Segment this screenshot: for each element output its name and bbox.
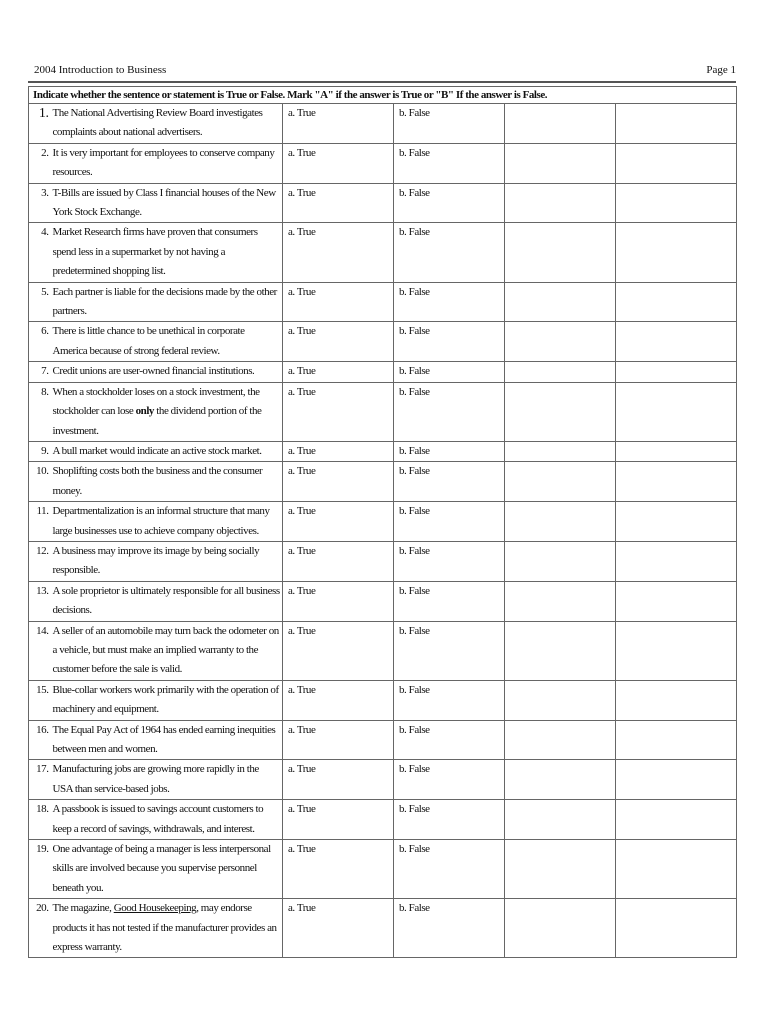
- empty-cell: [505, 223, 616, 282]
- answer-option-true[interactable]: a. True: [283, 899, 394, 958]
- empty-cell: [616, 282, 737, 322]
- question-row: [29, 441, 737, 461]
- instructions-row: [29, 87, 737, 104]
- answer-option-true[interactable]: a. True: [283, 541, 394, 581]
- answer-option-false[interactable]: b. False: [394, 899, 505, 958]
- question-text-part: T-Bills are issued by Class I financial houses of the New York Stock Exchange.: [52, 186, 276, 219]
- answer-option-false[interactable]: b. False: [394, 223, 505, 282]
- question-text: [53, 104, 283, 144]
- question-text-part: the dividend portion of the investment.: [52, 405, 262, 437]
- question-row: [29, 322, 737, 362]
- question-number: 9.: [29, 441, 53, 461]
- question-text: [53, 502, 283, 542]
- answer-option-true[interactable]: a. True: [283, 840, 394, 899]
- empty-cell: [616, 541, 737, 581]
- answer-option-false[interactable]: b. False: [394, 362, 505, 382]
- empty-cell: [505, 382, 616, 441]
- question-number: 1.: [29, 104, 53, 144]
- empty-cell: [616, 899, 737, 958]
- question-text: [53, 581, 283, 621]
- question-text-part: Each partner is liable for the decisions made by the other partners.: [52, 285, 277, 318]
- empty-cell: [616, 680, 737, 720]
- question-row: [29, 143, 737, 183]
- empty-cell: [616, 581, 737, 621]
- answer-option-false[interactable]: b. False: [394, 282, 505, 322]
- course-title: 2004 Introduction to Business: [34, 64, 167, 76]
- question-text-part: A seller of an automobile may turn back the odometer on a vehicle, but must make an implied warranty to the customer before the sale is valid.: [52, 624, 279, 676]
- question-text-part: Departmentalization is an informal structure that many large businesses use to achieve company objectives.: [52, 505, 270, 537]
- header-rule: [28, 81, 736, 83]
- answer-option-true[interactable]: a. True: [283, 680, 394, 720]
- question-number: 14.: [29, 621, 53, 680]
- empty-cell: [616, 382, 737, 441]
- answer-option-false[interactable]: b. False: [394, 621, 505, 680]
- underlined-title: Good Housekeeping: [113, 902, 197, 915]
- question-row: [29, 720, 737, 760]
- empty-cell: [616, 840, 737, 899]
- question-number: 3.: [29, 183, 53, 223]
- question-number: 18.: [29, 800, 53, 840]
- question-text: [53, 362, 283, 382]
- question-number: 4.: [29, 223, 53, 282]
- empty-cell: [505, 104, 616, 144]
- answer-option-false[interactable]: b. False: [394, 840, 505, 899]
- answer-option-false[interactable]: b. False: [394, 800, 505, 840]
- empty-cell: [505, 720, 616, 760]
- page-number: Page 1: [706, 64, 736, 76]
- page-header: [32, 64, 736, 80]
- question-number: 7.: [29, 362, 53, 382]
- answer-option-true[interactable]: a. True: [283, 362, 394, 382]
- answer-option-false[interactable]: b. False: [394, 183, 505, 223]
- question-text-part: Blue-collar workers work primarily with the operation of machinery and equipment.: [52, 683, 279, 716]
- question-text-part: Credit unions are user-owned financial institutions.: [52, 365, 255, 378]
- answer-option-false[interactable]: b. False: [394, 441, 505, 461]
- question-text-part: The Equal Pay Act of 1964 has ended earning inequities between men and women.: [52, 723, 276, 755]
- answer-option-false[interactable]: b. False: [394, 541, 505, 581]
- question-number: 20.: [29, 899, 53, 958]
- answer-option-false[interactable]: b. False: [394, 581, 505, 621]
- answer-option-false[interactable]: b. False: [394, 462, 505, 502]
- question-number: 19.: [29, 840, 53, 899]
- empty-cell: [505, 621, 616, 680]
- empty-cell: [505, 840, 616, 899]
- empty-cell: [616, 502, 737, 542]
- question-row: [29, 462, 737, 502]
- empty-cell: [616, 104, 737, 144]
- question-text: [53, 462, 283, 502]
- empty-cell: [505, 441, 616, 461]
- answer-option-true[interactable]: a. True: [283, 462, 394, 502]
- question-text: [53, 441, 283, 461]
- empty-cell: [505, 143, 616, 183]
- instructions-text: Indicate whether the sentence or statement is True or False. Mark "A" if the answer is True or "B" If the answer is False.: [29, 87, 737, 104]
- empty-cell: [505, 581, 616, 621]
- empty-cell: [505, 282, 616, 322]
- question-row: [29, 362, 737, 382]
- question-number: 17.: [29, 760, 53, 800]
- answer-option-false[interactable]: b. False: [394, 760, 505, 800]
- empty-cell: [616, 760, 737, 800]
- question-text-part: A business may improve its image by being socially responsible.: [52, 544, 260, 577]
- question-row: [29, 680, 737, 720]
- question-number: 12.: [29, 541, 53, 581]
- answer-option-true[interactable]: a. True: [283, 441, 394, 461]
- empty-cell: [505, 362, 616, 382]
- question-text: [53, 223, 283, 282]
- empty-cell: [505, 800, 616, 840]
- answer-option-true[interactable]: a. True: [283, 322, 394, 362]
- question-text: [53, 282, 283, 322]
- empty-cell: [616, 322, 737, 362]
- question-text: [53, 800, 283, 840]
- answer-option-true[interactable]: a. True: [283, 720, 394, 760]
- empty-cell: [505, 462, 616, 502]
- question-text-part: Market Research firms have proven that consumers spend less in a supermarket by not having a predetermined shopping list.: [52, 226, 258, 278]
- answer-option-true[interactable]: a. True: [283, 282, 394, 322]
- question-text-part: One advantage of being a manager is less interpersonal skills are involved because you supervise personnel beneath you.: [52, 843, 271, 894]
- question-row: [29, 840, 737, 899]
- question-text-part: The National Advertising Review Board investigates complaints about national advertisers.: [52, 107, 263, 139]
- question-row: [29, 502, 737, 542]
- question-number: 10.: [29, 462, 53, 502]
- answer-option-true[interactable]: a. True: [283, 143, 394, 183]
- question-row: [29, 800, 737, 840]
- question-row: [29, 223, 737, 282]
- answer-option-false[interactable]: b. False: [394, 680, 505, 720]
- answer-option-true[interactable]: a. True: [283, 760, 394, 800]
- empty-cell: [616, 183, 737, 223]
- question-text: [53, 382, 283, 441]
- question-row: [29, 581, 737, 621]
- question-text: [53, 680, 283, 720]
- question-row: [29, 183, 737, 223]
- empty-cell: [505, 760, 616, 800]
- question-text-part: It is very important for employees to conserve company resources.: [52, 146, 275, 179]
- question-text: [53, 541, 283, 581]
- question-text-part: A sole proprietor is ultimately responsible for all business decisions.: [52, 584, 280, 617]
- question-number: 8.: [29, 382, 53, 441]
- question-row: [29, 282, 737, 322]
- quiz-table: [28, 86, 737, 958]
- answer-option-false[interactable]: b. False: [394, 720, 505, 760]
- answer-option-false[interactable]: b. False: [394, 143, 505, 183]
- question-number: 5.: [29, 282, 53, 322]
- question-text-part: When a stockholder loses on a stock investment, the stockholder can lose: [52, 385, 260, 418]
- answer-option-false[interactable]: b. False: [394, 502, 505, 542]
- question-number: 2.: [29, 143, 53, 183]
- question-text: [53, 322, 283, 362]
- answer-option-true[interactable]: a. True: [283, 502, 394, 542]
- answer-option-true[interactable]: a. True: [283, 223, 394, 282]
- answer-option-true[interactable]: a. True: [283, 382, 394, 441]
- answer-option-false[interactable]: b. False: [394, 322, 505, 362]
- question-text: [53, 183, 283, 223]
- empty-cell: [505, 680, 616, 720]
- question-row: [29, 899, 737, 958]
- empty-cell: [616, 621, 737, 680]
- question-text: [53, 621, 283, 680]
- empty-cell: [505, 183, 616, 223]
- question-row: [29, 621, 737, 680]
- empty-cell: [616, 720, 737, 760]
- answer-option-true[interactable]: a. True: [283, 621, 394, 680]
- emphasis-text: only: [135, 405, 154, 418]
- question-row: [29, 382, 737, 441]
- question-text-part: A passbook is issued to savings account customers to keep a record of savings, withdrawals, and interest.: [52, 803, 264, 835]
- question-number: 6.: [29, 322, 53, 362]
- answer-option-true[interactable]: a. True: [283, 104, 394, 144]
- empty-cell: [505, 322, 616, 362]
- question-row: [29, 541, 737, 581]
- question-row: [29, 760, 737, 800]
- question-text: [53, 760, 283, 800]
- question-number: 16.: [29, 720, 53, 760]
- question-text: [53, 143, 283, 183]
- empty-cell: [505, 541, 616, 581]
- empty-cell: [616, 462, 737, 502]
- question-text-part: There is little chance to be unethical in corporate America because of strong federal review.: [52, 325, 245, 357]
- empty-cell: [616, 800, 737, 840]
- answer-option-false[interactable]: b. False: [394, 382, 505, 441]
- answer-option-true[interactable]: a. True: [283, 581, 394, 621]
- empty-cell: [505, 502, 616, 542]
- empty-cell: [505, 899, 616, 958]
- question-number: 11.: [29, 502, 53, 542]
- answer-option-true[interactable]: a. True: [283, 183, 394, 223]
- empty-cell: [616, 441, 737, 461]
- question-number: 13.: [29, 581, 53, 621]
- empty-cell: [616, 223, 737, 282]
- question-row: [29, 104, 737, 144]
- question-number: 15.: [29, 680, 53, 720]
- question-text-part: Manufacturing jobs are growing more rapidly in the USA than service-based jobs.: [52, 763, 259, 795]
- question-text: [53, 899, 283, 958]
- answer-option-true[interactable]: a. True: [283, 800, 394, 840]
- question-text-part: A bull market would indicate an active stock market.: [52, 444, 262, 457]
- empty-cell: [616, 143, 737, 183]
- question-text-part: , may endorse products it has not tested if the manufacturer provides an express warranty.: [52, 902, 277, 954]
- question-text-part: Shoplifting costs both the business and the consumer money.: [52, 465, 263, 497]
- question-text-part: The magazine,: [52, 902, 114, 915]
- question-text: [53, 720, 283, 760]
- question-text: [53, 840, 283, 899]
- answer-option-false[interactable]: b. False: [394, 104, 505, 144]
- empty-cell: [616, 362, 737, 382]
